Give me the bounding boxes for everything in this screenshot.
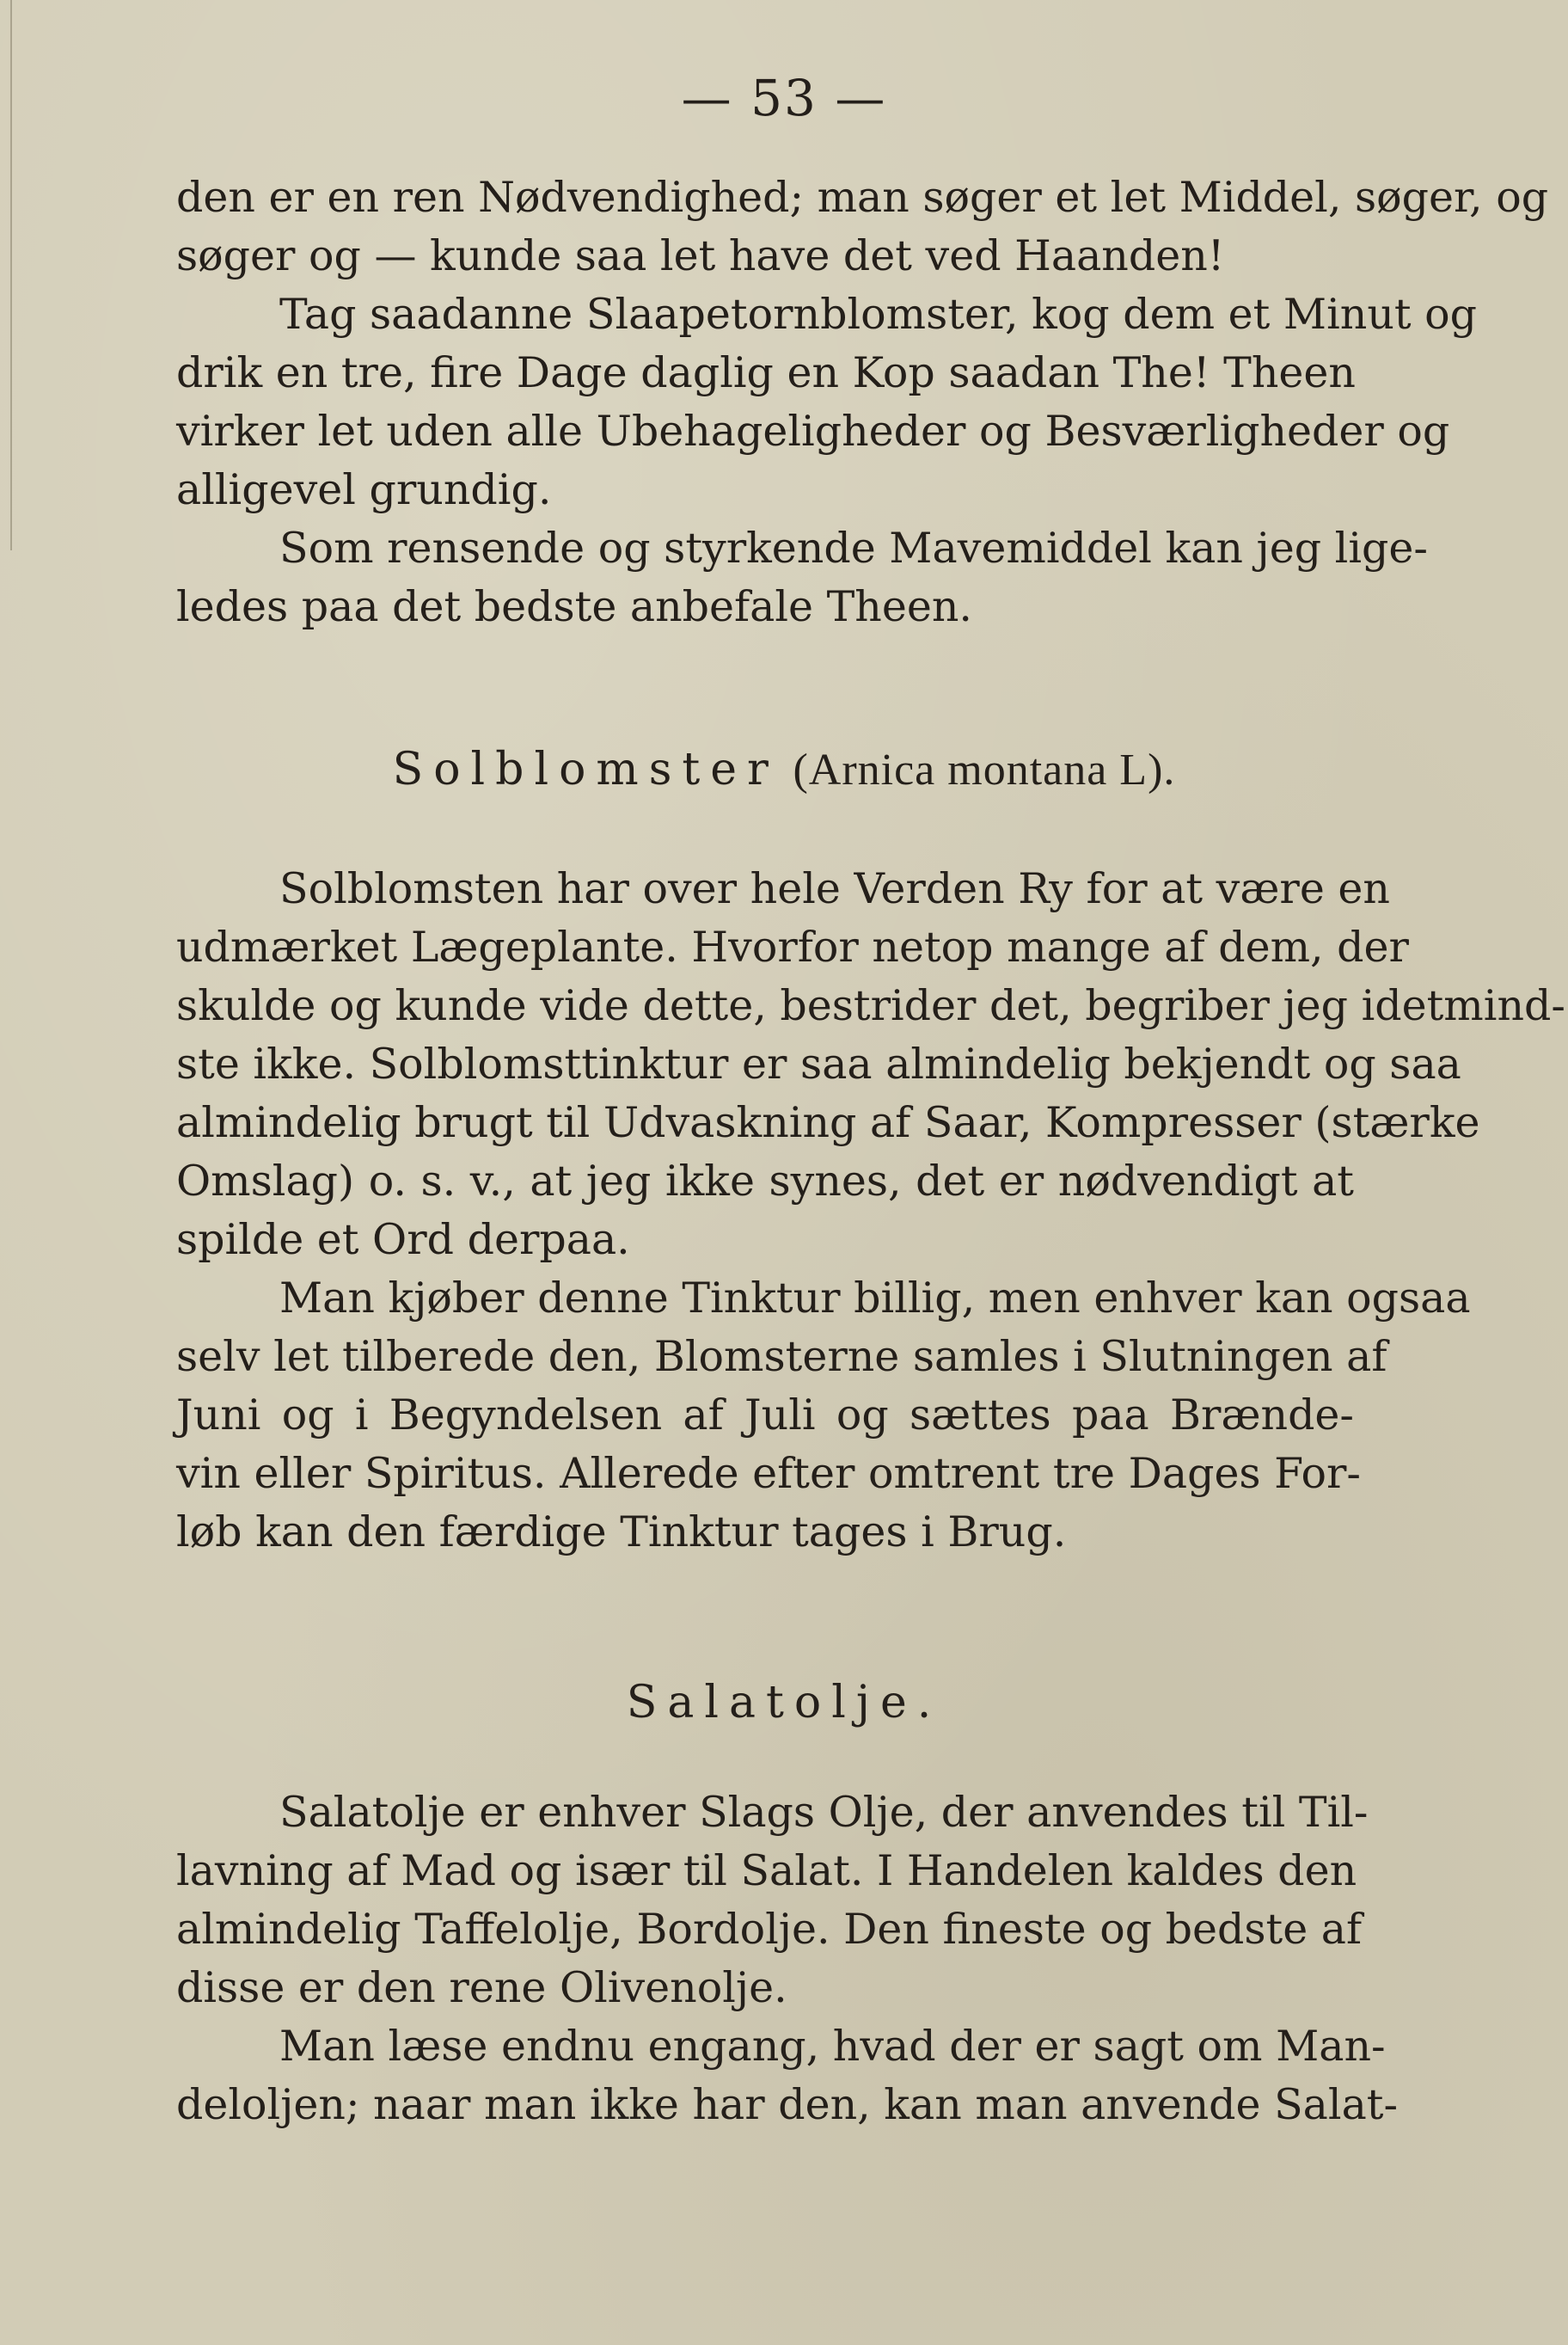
text-line: Omslag) o. s. v., at jeg ikke synes, det er nødvendigt at: [176, 1157, 1354, 1206]
text-line: ste ikke. Solblomsttinktur er saa almindelig bekjendt og saa: [176, 1040, 1461, 1089]
text-line: den er en ren Nødvendighed; man søger et let Middel, søger, og: [176, 173, 1549, 222]
section-heading-salatolje: [0, 1673, 1568, 1733]
text-line: søger og — kunde saa let have det ved Haanden!: [176, 231, 1225, 280]
text-line: almindelig brugt til Udvaskning af Saar, Kompresser (stærke: [176, 1098, 1480, 1147]
text-line: Tag saadanne Slaapetornblomster, kog dem et Minut og: [279, 290, 1478, 339]
text-line: disse er den rene Olivenolje.: [176, 1963, 787, 2012]
text-line: udmærket Lægeplante. Hvorfor netop mange af dem, der: [176, 923, 1409, 972]
text-line: vin eller Spiritus. Allerede efter omtrent tre Dages For-: [176, 1449, 1361, 1498]
text-line: spilde et Ord derpaa.: [176, 1215, 630, 1264]
text-line: alligevel grundig.: [176, 465, 552, 514]
section-1-text: [176, 169, 1549, 636]
section-2-text: [176, 860, 1565, 1562]
text-line: Juni og i Begyndelsen af Juli og sættes paa Brænde-: [176, 1390, 1354, 1440]
text-line: virker let uden alle Ubehageligheder og Besværligheder og: [176, 407, 1450, 456]
text-line: Man kjøber denne Tinktur billig, men enhver kan ogsaa: [279, 1274, 1471, 1323]
text-line: lavning af Mad og især til Salat. I Handelen kaldes den: [176, 1846, 1357, 1895]
text-line: almindelig Taffelolje, Bordolje. Den fineste og bedste af: [176, 1905, 1363, 1954]
page-number: — 53 —: [681, 69, 887, 127]
text-line: drik en tre, fire Dage daglig en Kop saadan The! Theen: [176, 348, 1356, 397]
text-line: deloljen; naar man ikke har den, kan man anvende Salat-: [176, 2080, 1399, 2129]
section-heading-solblomster: [0, 740, 1568, 801]
text-line: skulde og kunde vide dette, bestrider det, begriber jeg idetmind-: [176, 981, 1565, 1030]
section-3-text: [176, 1783, 1399, 2134]
text-line: Man læse endnu engang, hvad der er sagt om Man-: [279, 2022, 1386, 2071]
text-line: selv let tilberede den, Blomsterne samles i Slutningen af: [176, 1332, 1387, 1381]
heading-title: Salatolje.: [626, 1677, 942, 1728]
text-line: løb kan den færdige Tinktur tages i Brug.: [176, 1507, 1067, 1556]
text-line: Som rensende og styrkende Mavemiddel kan jeg lige-: [279, 524, 1428, 573]
text-line: Salatolje er enhver Slags Olje, der anvendes til Til-: [279, 1788, 1369, 1837]
heading-title: Solblomster: [392, 744, 779, 795]
heading-latin-name: (Arnica montana L).: [793, 746, 1176, 795]
text-line: Solblomsten har over hele Verden Ry for at være en: [279, 864, 1390, 913]
text-line: ledes paa det bedste anbefale Theen.: [176, 582, 972, 631]
